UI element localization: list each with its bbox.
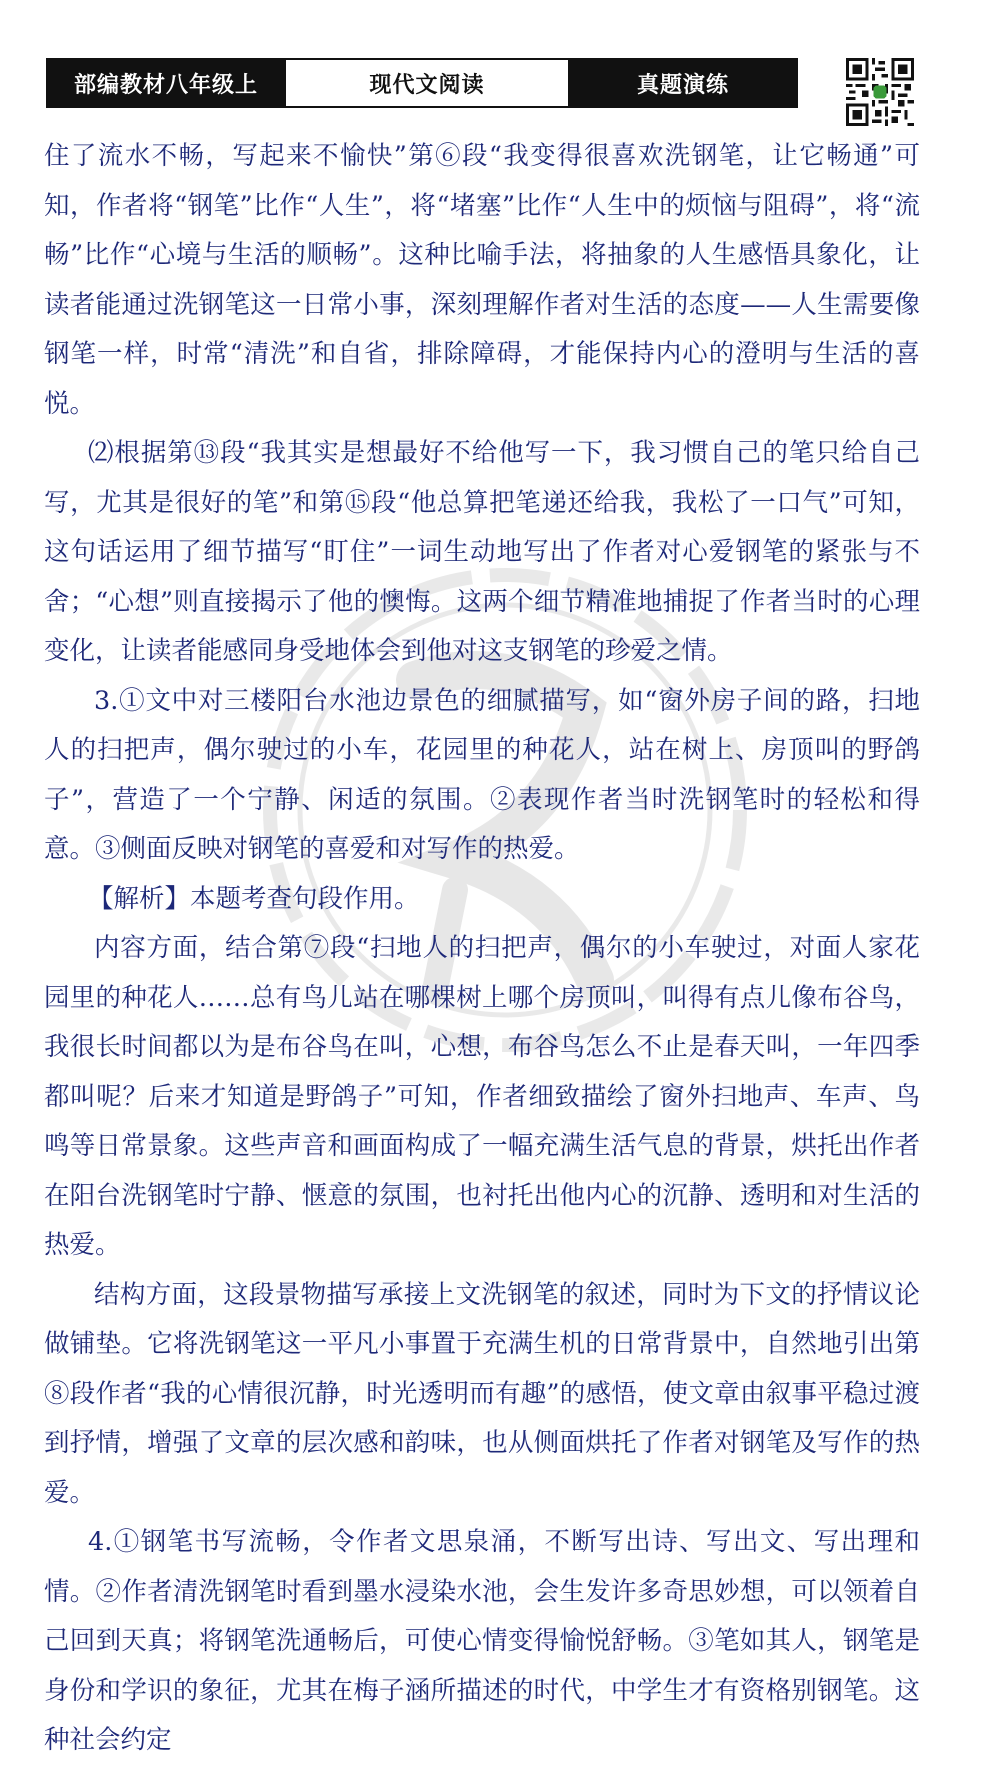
answer-4: 4.①钢笔书写流畅，令作者文思泉涌，不断写出诗、写出文、写出理和情。②作者清洗钢笔时看到墨水浸染水池，会生发许多奇思妙想，可以领着自己回到天真；将钢笔洗通畅后，可使心情变得愉悦舒畅。③笔如其人，钢笔是身份和学识的象征，尤其在梅子涵所描述的时代，中学生才有资格别钢笔。这种社会约定 — [44, 1527, 920, 1755]
header-bar — [46, 58, 798, 108]
header-grade-label: 部编教材八年级上 — [48, 60, 284, 106]
paragraph-structure-aspect: 结构方面，这段景物描写承接上文洗钢笔的叙述，同时为下文的抒情议论做铺垫。它将洗钢笔这一平凡小事置于充满生机的日常背景中，自然地引出第⑧段作者“我的心情很沉静，时光透明而有趣”的感悟，使文章由叙事平稳过渡到抒情，增强了文章的层次感和韵味，也从侧面烘托了作者对钢笔及写作的热爱。 — [44, 1279, 920, 1508]
analysis-label: 【解析】本题考查句段作用。 — [88, 883, 420, 914]
paragraph-metaphor: 住了流水不畅，写起来不愉快”第⑥段“我变得很喜欢洗钢笔，让它畅通”可知，作者将“钢笔”比作“人生”，将“堵塞”比作“人生中的烦恼与阻碍”，将“流畅”比作“心境与生活的顺畅”。这种比喻手法，将抽象的人生感悟具象化，让读者能通过洗钢笔这一日常小事，深刻理解作者对生活的态度——人生需要像钢笔一样，时常“清洗”和自省，排除障碍，才能保持内心的澄明与生活的喜悦。 — [44, 141, 920, 419]
answer-3: 3.①文中对三楼阳台水池边景色的细腻描写，如“窗外房子间的路，扫地人的扫把声，偶尔驶过的小车，花园里的种花人，站在树上、房顶叫的野鸽子”，营造了一个宁静、闲适的氛围。②表现作者当时洗钢笔时的轻松和得意。③侧面反映对钢笔的喜爱和对写作的热爱。 — [44, 685, 920, 864]
answer-text — [44, 132, 920, 1766]
qr-code-icon — [846, 58, 914, 126]
paragraph-detail: ⑵根据第⑬段“我其实是想最好不给他写一下，我习惯自己的笔只给自己写，尤其是很好的笔”和第⑮段“他总算把笔递还给我，我松了一口气”可知，这句话运用了细节描写“盯住”一词生动地写出了作者对心爱钢笔的紧张与不舍；“心想”则直接揭示了他的懊悔。这两个细节精准地捕捉了作者当时的心理变化，让读者能感同身受地体会到他对这支钢笔的珍爱之情。 — [44, 438, 920, 666]
paragraph-content-aspect: 内容方面，结合第⑦段“扫地人的扫把声，偶尔的小车驶过，对面人家花园里的种花人……总有鸟儿站在哪棵树上哪个房顶叫，叫得有点儿像布谷鸟，我很长时间都以为是布谷鸟在叫，心想，布谷鸟怎么不止是春天叫，一年四季都叫呢？后来才知道是野鸽子”可知，作者细致描绘了窗外扫地声、车声、鸟鸣等日常景象。这些声音和画面构成了一幅充满生活气息的背景，烘托出作者在阳台洗钢笔时宁静、惬意的氛围，也衬托出他内心的沉静、透明和对生活的热爱。 — [44, 933, 920, 1260]
header-subject-label: 现代文阅读 — [284, 60, 570, 106]
header-section-label: 真题演练 — [570, 60, 796, 106]
